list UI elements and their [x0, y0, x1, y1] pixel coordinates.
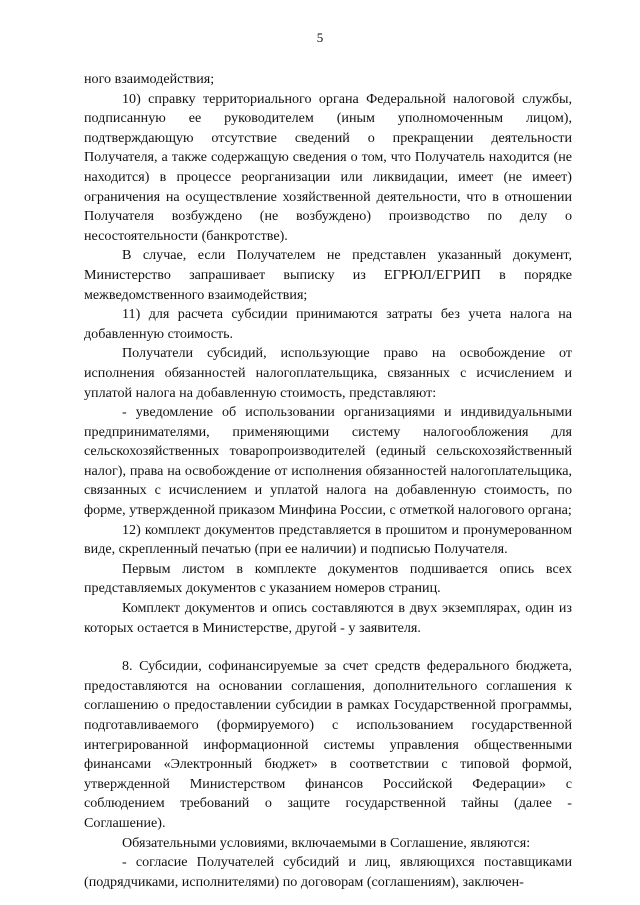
paragraph-vat-notice: - уведомление об использовании организациями и индивидуальными предпринимателями, применяющими систему налогообложения для сельскохозяйственных товаропроизводителей (единый сельскохозяйственный налог), права на освобождение от исполнения обязанностей налогоплательщика, связанных с исчислением и уплатой налога на добавленную стоимость, по форме, утвержденной приказом Минфина России, с отметкой налогового органа;	[84, 404, 572, 519]
paragraph-item-10: 10) справку территориального органа Федеральной налоговой службы, подписанную ее руководителем (иным уполномоченным лицом), подтверждающую отсутствие сведений о прекращении деятельности Получателя, а также содержащую сведения о том, что Получатель находится (не находится) в процессе реорганизации или ликвидации, имеет (не имеет) ограничения на осуществление хозяйственной деятельности, что в отношении Получателя возбуждено (не возбуждено) производство по делу о несостоятельности (банкротстве).	[84, 90, 572, 244]
document-body	[84, 70, 572, 892]
paragraph-egrul-request: В случае, если Получателем не представлен указанный документ, Министерство запрашивает выписку из ЕГРЮЛ/ЕГРИП в порядке межведомственного взаимодействия;	[84, 247, 572, 303]
paragraph-continuation: ного взаимодействия;	[84, 71, 215, 87]
paragraph-consent: - согласие Получателей субсидий и лиц, являющихся поставщиками (подрядчиками, исполнителями) по договорам (соглашениям), заключен-	[84, 854, 572, 890]
page-number: 5	[316, 30, 324, 45]
paragraph-item-12: 12) комплект документов представляется в прошитом и пронумерованном виде, скрепленный печатью (при ее наличии) и подписью Получателя.	[84, 521, 572, 558]
paragraph-item-11: 11) для расчета субсидии принимаются затраты без учета налога на добавленную стоимость.	[84, 306, 572, 342]
paragraph-copies: Комплект документов и опись составляются в двух экземплярах, один из которых остается в Министерстве, другой - у заявителя.	[84, 600, 572, 636]
paragraph-section-8: 8. Субсидии, софинансируемые за счет средств федерального бюджета, предоставляются на основании соглашения, дополнительного соглашения к соглашению о предоставлении субсидии в рамках Государственной программы, подготавливаемого (формируемого) с использованием государственной интегрированной информационной системы управления общественными финансами «Электронный бюджет» в соответствии с типовой формой, утвержденной Министерством финансов Российской Федерации» с соблюдением требований о защите государственной тайны (далее - Соглашение).	[84, 658, 572, 831]
paragraph-mandatory-conditions: Обязательными условиями, включаемыми в Соглашение, являются:	[122, 834, 531, 851]
paragraph-vat-exemption: Получатели субсидий, использующие право на освобождение от исполнения обязанностей налогоплательщика, связанных с исчислением и уплатой налога на добавленную стоимость, представляют:	[84, 345, 572, 401]
paragraph-inventory-first-sheet: Первым листом в комплекте документов подшивается опись всех представляемых документов с указанием номеров страниц.	[84, 560, 572, 597]
